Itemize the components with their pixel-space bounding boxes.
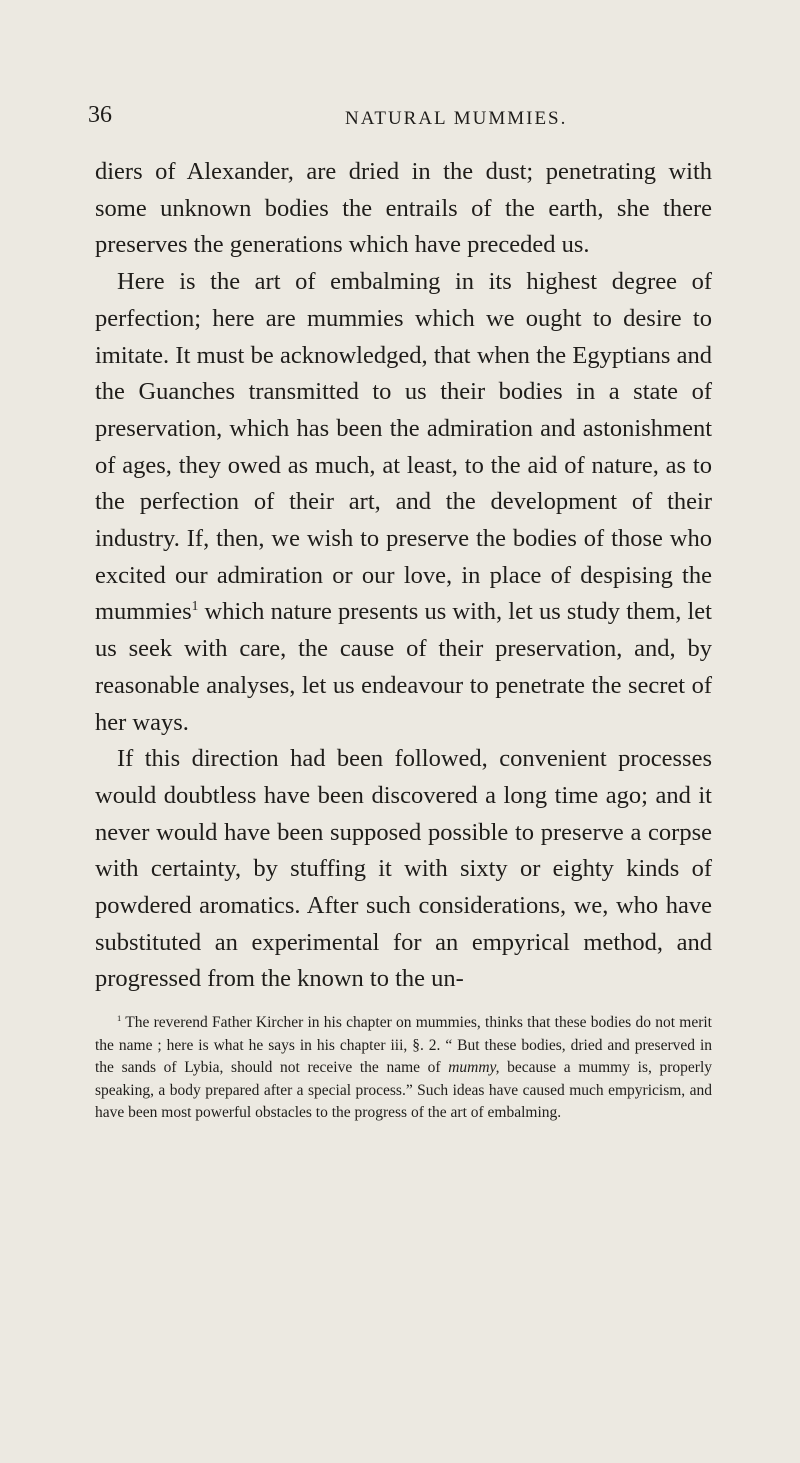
paragraph-2-part-b: which nature presents us with, let us study them, let us seek with care, the cause of their preservation, and, by reasonable analyses, let us endeavour to penetrate the secret of her ways. [95,598,712,736]
footnote-marker: 1 [117,1013,122,1024]
footnote-text-b: because a mummy is, properly speaking, a body prepared after a special process.” Such ideas have caused much empyricism, and have been most powerful obstacles to the progress of the art of embalming. [95,1059,712,1122]
book-page [0,96,800,1463]
body-text [95,154,712,998]
footnote-reference: 1 [191,598,199,614]
paragraph-1: diers of Alexander, are dried in the dust; penetrating with some unknown bodies the entrails of the earth, she there preserves the generations which have preceded us. [95,158,712,259]
page-number: 36 [88,102,112,128]
paragraph-3: If this direction had been followed, convenient processes would doubtless have been discovered a long time ago; and it never would have been supposed possible to preserve a corpse with certainty, by stuffing it with sixty or eighty kinds of powdered aromatics. After such considerations, we, who have substituted an experimental for an empyrical method, and progressed from the known to the un- [95,745,712,993]
footnote-emphasis: mummy, [448,1059,500,1077]
running-head [88,96,712,136]
running-title: NATURAL MUMMIES. [345,108,568,129]
footnote-1 [95,1012,712,1125]
paragraph-2 [95,264,712,741]
paragraph-2-part-a: Here is the art of embalming in its highest degree of perfection; here are mummies which we ought to desire to imitate. It must be acknowledged, that when the Egyptians and the Guanches transmitted to us their bodies in a state of preservation, which has been the admiration and astonishment of ages, they owed as much, at least, to the aid of nature, as to the perfection of their art, and the development of their industry. If, then, we wish to preserve the bodies of those who excited our admiration or our love, in place of despising the mummies [95,268,712,626]
footnote-text-a: The reverend Father Kircher in his chapter on mummies, thinks that these bodies do not merit the name ; here is what he says in his chapter iii, §. 2. “ But these bodies, dried and preserved in the sands of Lybia, should not receive the name of [95,1014,712,1077]
footnotes [95,1012,712,1125]
